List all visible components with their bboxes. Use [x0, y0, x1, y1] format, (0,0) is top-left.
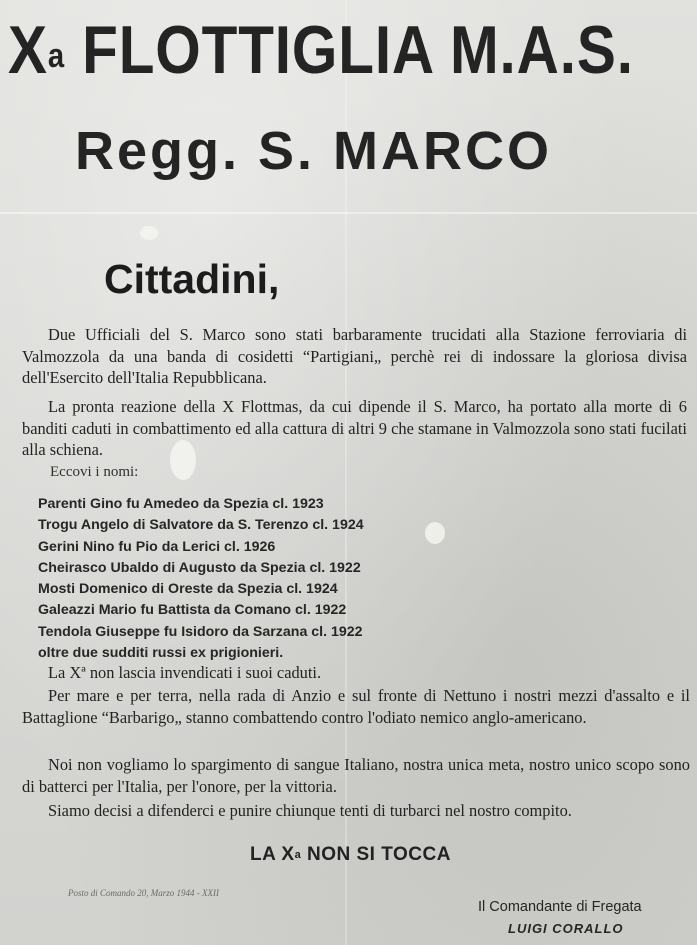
- regiment-heading: Regg. S. MARCO: [75, 121, 553, 181]
- list-item: Galeazzi Mario fu Battista da Comano cl. 1922: [38, 602, 347, 619]
- names-intro: Eccovi i nomi:: [50, 464, 139, 480]
- paragraph-combat: Per mare e per terra, nella rada di Anzio e sul fronte di Nettuno i nostri mezzi d'assalto e il Battaglione “Barbarigo„ stanno combattendo contro l'odiato nemico anglo-americano.: [22, 686, 690, 727]
- list-item: Gerini Nino fu Pio da Lerici cl. 1926: [38, 538, 276, 555]
- list-item: Parenti Gino fu Amedeo da Spezia cl. 1923: [38, 496, 324, 512]
- motto: LA $X^a$ NON SI TOCCA: [250, 844, 451, 865]
- list-item: Mosti Domenico di Oreste da Spezia cl. 1924: [38, 581, 338, 598]
- list-item: Trogu Angelo di Salvatore da S. Terenzo cl. 1924: [38, 517, 364, 534]
- paragraph-vengeance: La Xª non lascia invendicati i suoi caduti.: [48, 663, 322, 682]
- list-item: oltre due sudditi russi ex prigionieri.: [38, 645, 284, 662]
- list-item: Cheirasco Ubaldo di Augusto da Spezia cl. 1922: [38, 559, 361, 576]
- paragraph-goal: Noi non vogliamo lo spargimento di sangue Italiano, nostra unica meta, nostro unico scopo sono di batterci per l'Italia, per l'onore, per la vittoria.: [22, 755, 690, 796]
- signature-title: Il Comandante di Fregata: [478, 899, 642, 915]
- paper-crease: [0, 212, 697, 214]
- paper-tear: [140, 226, 158, 240]
- footnote-date: Posto di Comando 20, Marzo 1944 - XXII: [68, 888, 219, 898]
- address-heading: Cittadini,: [104, 256, 280, 302]
- paper-tear: [425, 522, 445, 544]
- signature-name: LUIGI CORALLO: [508, 921, 624, 936]
- list-item: Tendola Giuseppe fu Isidoro da Sarzana cl. 1922: [38, 623, 363, 640]
- names-list: [38, 494, 364, 664]
- paragraph-reaction: La pronta reazione della X Flottmas, da cui dipende il S. Marco, ha portato alla morte di 6 banditi caduti in combattimento ed alla cattura di altri 9 che stamane in Valmozzola sono stati fucilati alla schiena.: [22, 397, 687, 459]
- paragraph-incident: Due Ufficiali del S. Marco sono stati barbaramente trucidati alla Stazione ferroviaria di Valmozzola da una banda di cosidetti “Partigiani„ perchè rei di indossare la gloriosa divisa dell'Esercito dell'Italia Repubblicana.: [22, 325, 687, 387]
- poster-title: $X^a$ FLOTTIGLIA M.A.S.: [8, 12, 634, 88]
- paragraph-resolve: Siamo decisi a difenderci e punire chiunque tenti di turbarci nel nostro compito.: [48, 801, 572, 820]
